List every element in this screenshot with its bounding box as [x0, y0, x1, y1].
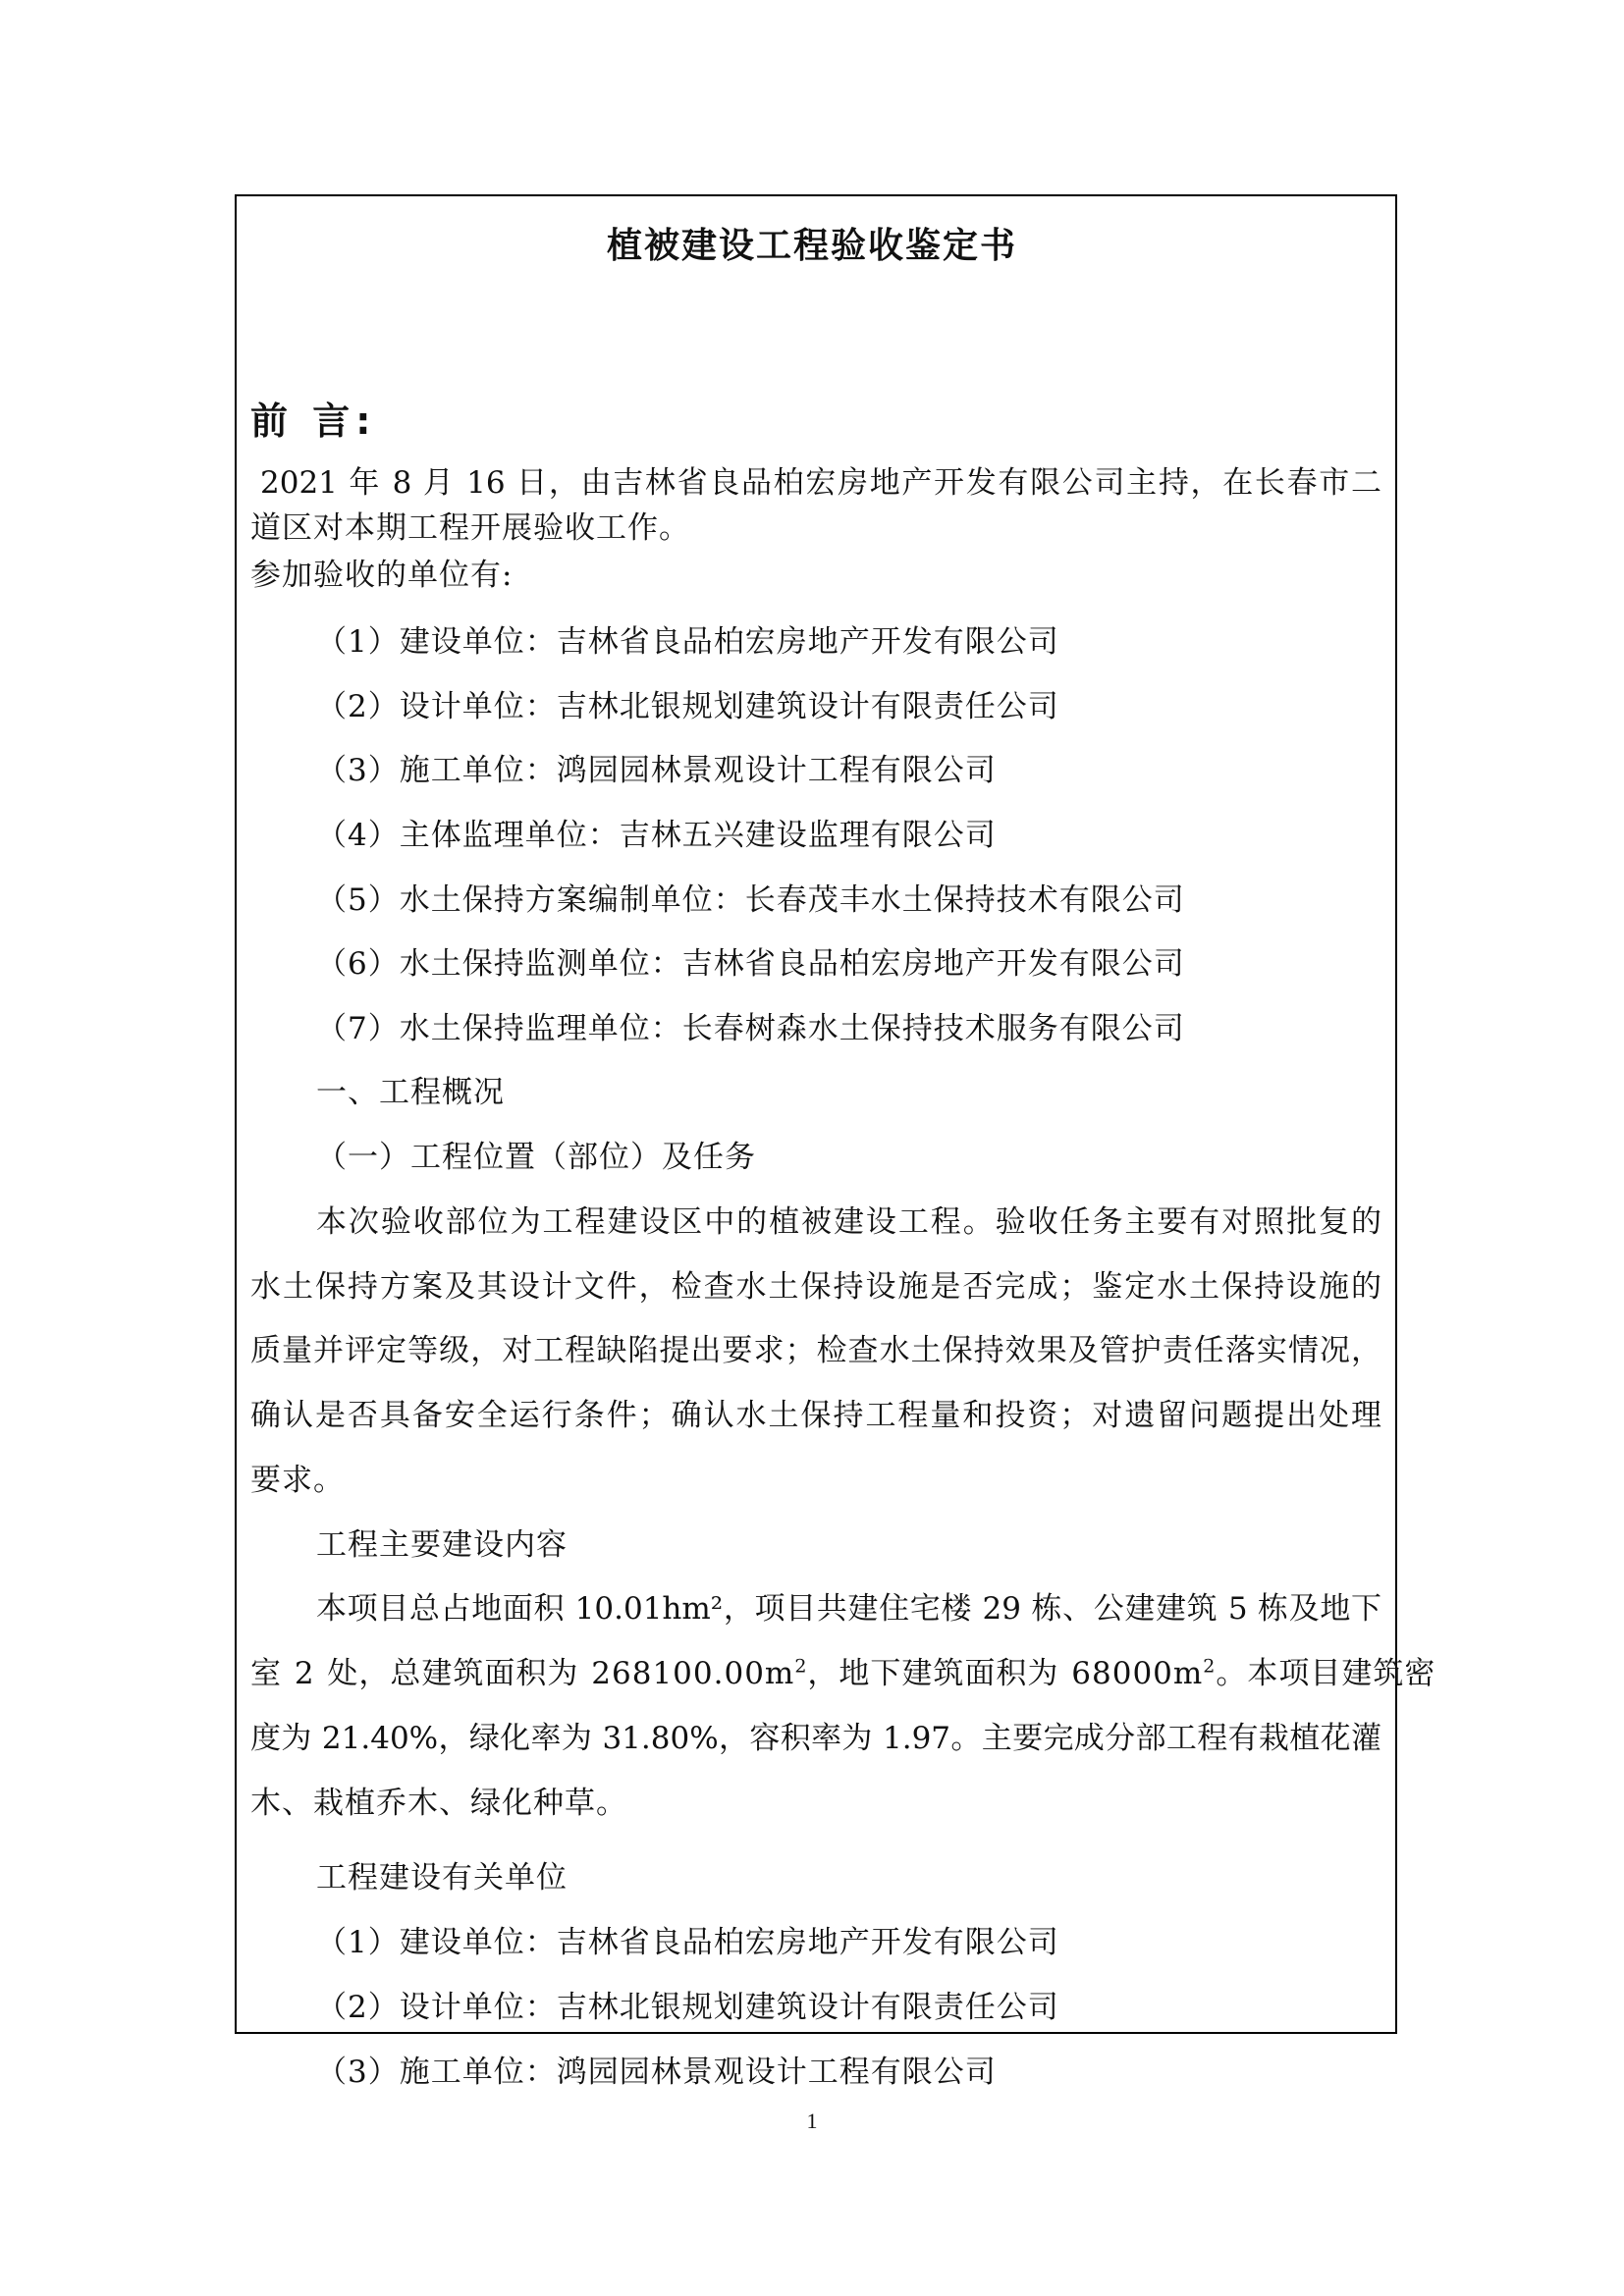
intro-line-1: 2021 年 8 月 16 日，由吉林省良品柏宏房地产开发有限公司主持，在长春市二: [260, 465, 1381, 501]
participant-item: （5）水土保持方案编制单位：长春茂丰水土保持技术有限公司: [316, 882, 1185, 918]
participants-heading: 参加验收的单位有:: [250, 558, 514, 593]
participant-item: （1）建设单位：吉林省良品柏宏房地产开发有限公司: [316, 624, 1059, 660]
content-line-2a: 室 2 处，总建筑面积为 268100.00m: [250, 1656, 795, 1691]
subsection-heading: （一）工程位置（部位）及任务: [316, 1140, 756, 1175]
participant-item: （6）水土保持监测单位：吉林省良品柏宏房地产开发有限公司: [316, 946, 1185, 982]
unit-item: （3）施工单位：鸿园园林景观设计工程有限公司: [316, 2055, 997, 2090]
unit-item: （2）设计单位：吉林北银规划建筑设计有限责任公司: [316, 1990, 1059, 2025]
content-line-4: 木、栽植乔木、绿化种草。: [250, 1786, 627, 1821]
content-heading: 工程主要建设内容: [316, 1527, 568, 1563]
task-paragraph-line: 要求。: [250, 1463, 345, 1498]
preface-heading: 前 言:: [250, 400, 377, 443]
task-paragraph-line: 确认是否具备安全运行条件；确认水土保持工程量和投资；对遗留问题提出处理: [250, 1398, 1381, 1433]
participant-item: （4）主体监理单位：吉林五兴建设监理有限公司: [316, 818, 997, 853]
participant-item: （7）水土保持监理单位：长春树森水土保持技术服务有限公司: [316, 1011, 1185, 1046]
content-line-2: [250, 1648, 1435, 1692]
units-heading: 工程建设有关单位: [316, 1860, 568, 1896]
participant-item: （2）设计单位：吉林北银规划建筑设计有限责任公司: [316, 689, 1059, 724]
unit-item: （1）建设单位：吉林省良品柏宏房地产开发有限公司: [316, 1925, 1059, 1960]
content-line-1: 本项目总占地面积 10.01hm²，项目共建住宅楼 29 栋、公建建筑 5 栋及地下: [316, 1591, 1381, 1627]
content-line-3: 度为 21.40%，绿化率为 31.80%，容积率为 1.97。主要完成分部工程有栽植花灌: [250, 1721, 1381, 1756]
task-paragraph-line: 水土保持方案及其设计文件，检查水土保持设施是否完成；鉴定水土保持设施的: [250, 1269, 1381, 1305]
superscript: 2: [794, 1655, 808, 1678]
task-paragraph-line: 本次验收部位为工程建设区中的植被建设工程。验收任务主要有对照批复的: [316, 1204, 1381, 1240]
task-paragraph-line: 质量并评定等级，对工程缺陷提出要求；检查水土保持效果及管护责任落实情况，: [250, 1333, 1381, 1368]
page-number: 1: [806, 2109, 818, 2133]
section-heading: 一、工程概况: [316, 1075, 505, 1110]
content-line-2c: 。本项目建筑密: [1216, 1656, 1436, 1691]
document-title: 植被建设工程验收鉴定书: [606, 226, 1017, 266]
content-line-2b: ，地下建筑面积为 68000m: [807, 1656, 1204, 1691]
superscript: 2: [1203, 1655, 1217, 1678]
participant-item: （3）施工单位：鸿园园林景观设计工程有限公司: [316, 753, 997, 788]
intro-line-2: 道区对本期工程开展验收工作。: [250, 510, 690, 546]
